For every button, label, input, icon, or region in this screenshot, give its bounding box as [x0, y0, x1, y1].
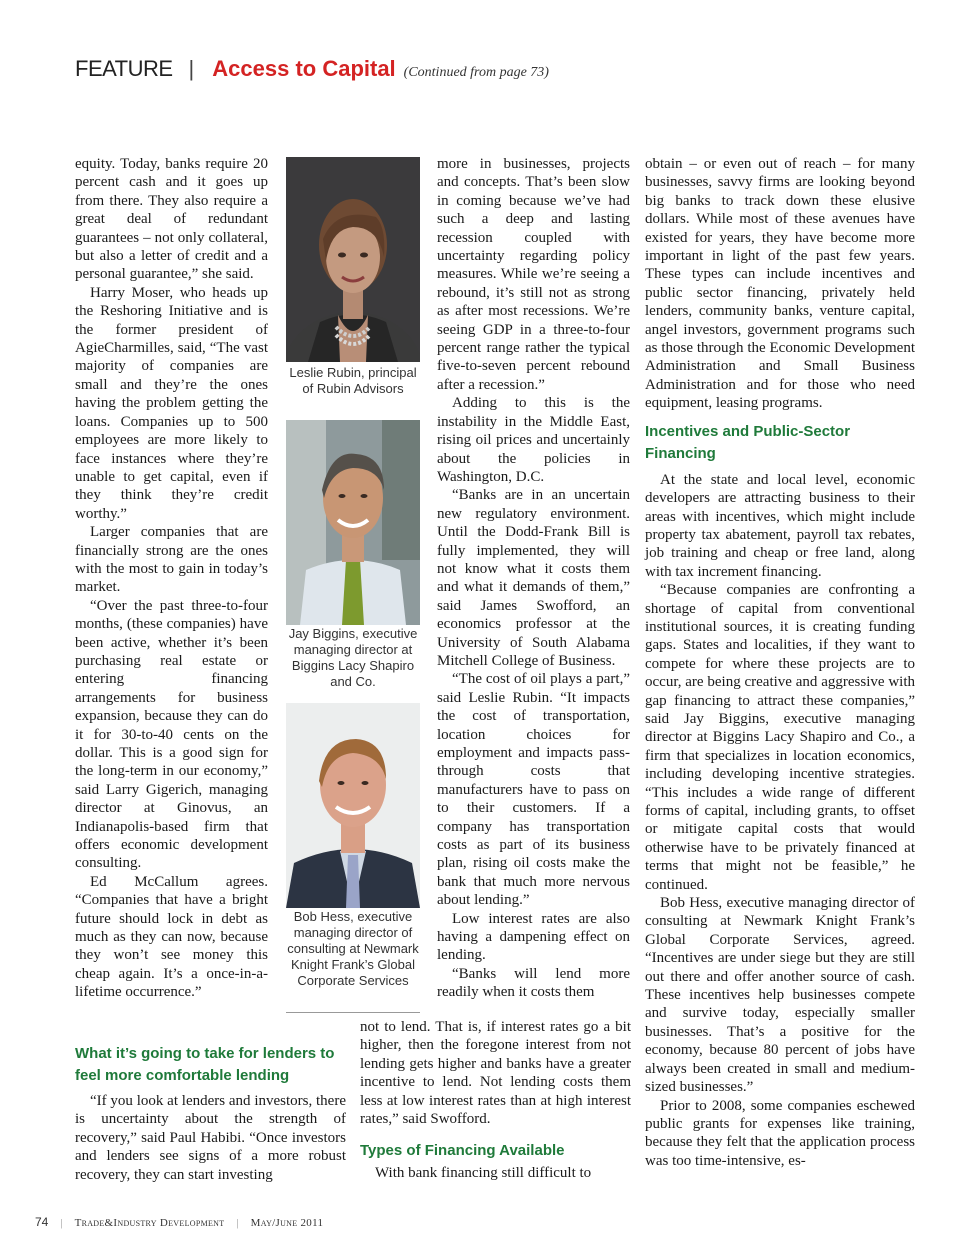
- page-footer: [35, 1215, 323, 1229]
- paragraph: At the state and local level, economic developers are attracting business to their areas with incentives, which might include property tax abatement, payroll tax rebates, job training and cheap or free land, along with tax increment financing.: [645, 471, 915, 580]
- paragraph: Prior to 2008, some companies eschewed public grants for expenses like training, because they felt that the application process was too time-intensive, es-: [645, 1097, 915, 1169]
- caption-leslie-rubin: Leslie Rubin, principal of Rubin Advisors: [289, 365, 417, 396]
- paragraph: “Because companies are confronting a shortage of capital from conventional institutional sources, it is creating funding gaps. States and localities, if they want to compete for where these projects are to occur, are being creative and aggressive with gap financing to attract these companies,” said Jay Biggins, executive managing director at Biggins Lacy Shapiro and Co., a firm that specializes in location economics, including developing incentive strategies. “This includes a wide range of different forms of capital, including grants, to offset or mitigate capital costs that would otherwise have to be privately financed at terms that might not be feasible,” he continued.: [645, 582, 915, 893]
- photo-bob-hess: [286, 703, 420, 908]
- article-column-3: [437, 155, 630, 1002]
- paragraph: Bob Hess, executive managing director of consulting at Newmark Knight Frank’s Global Corporate Services, agreed. “Incentives are under siege but they are still out there and offer another source of cash. These incentives help businesses compete and survive today, especially smaller businesses. That’s a positive for the economy, because 80 percent of jobs have always been created in small and medium-sized businesses.”: [645, 895, 915, 1096]
- continued-note: (Continued from page 73): [403, 65, 549, 80]
- caption-rule: [286, 1012, 420, 1013]
- photo-jay-biggins: [286, 420, 420, 625]
- paragraph: Adding to this is the instability in the Middle East, rising oil prices and uncertainly about the policies in Washington, D.C.: [437, 395, 630, 485]
- paragraph: “Banks are in an uncertain new regulatory environment. Until the Dodd-Frank Bill is fully implemented, they will not know what it costs them and what it demands of them,” said James Swofford, an economics professor at the University of South Alabama Mitchell College of Business.: [437, 487, 630, 669]
- article-column-3-bottom: [360, 1018, 631, 1128]
- page-header: [75, 56, 549, 86]
- paragraph: more in businesses, projects and concepts. That’s been slow in coming because we’ve had such a deep and lasting recession coupled with uncertainty regarding policy measures. While we’re seeing a rebound, it’s still not as strong as after most recessions. We’re seeing GDP in a three-to-four percent range rather the typical five-to-seven percent rebound after a recession.”: [437, 156, 630, 393]
- paragraph: obtain – or even out of reach – for many businesses, savvy firms are looking beyond big banks to track down these elusive dollars. While most of these avenues have existed for years, they have become more important in light of the past few years. These types can include incentives and public sector financing, privately held lenders, community banks, venture capital, angel investors, government programs such as those through the Economic Development Administration and Small Business Administration and for those who need equipment, leasing programs.: [645, 156, 915, 412]
- publication-name: Trade&Industry Development: [74, 1217, 225, 1229]
- paragraph: “If you look at lenders and investors, there is uncertainty about the strength of recovery,” said Paul Habibi. “Once investors and lenders see signs of a more robust recovery, they can start investing: [75, 1093, 346, 1183]
- page-number: 74: [35, 1215, 49, 1229]
- paragraph: Ed McCallum agrees. “Companies that have a bright future should lock in debt as much as they can now, because they won’t see money this cheap again. It’s a once-in-a-lifetime occurrence.”: [75, 873, 268, 1001]
- caption-bob-hess: Bob Hess, executive managing director of consulting at Newmark Knight Frank’s Global Corporate Services: [287, 909, 419, 988]
- portrait-jay-biggins: [286, 420, 420, 625]
- paragraph: With bank financing still difficult to: [375, 1165, 592, 1181]
- header-separator: |: [188, 56, 195, 81]
- paragraph: “The cost of oil plays a part,” said Leslie Rubin. “It impacts the cost of transportation, location choices for employment and impacts pass-through costs that manufacturers have to pass on to their customers. If a company has transportation costs as part of its business plan, rising oil costs make the bank that much more nervous about lending.”: [437, 671, 630, 909]
- article-column-1: [75, 155, 268, 1002]
- paragraph: “Banks will lend more readily when it costs them: [437, 965, 630, 1001]
- paragraph: not to lend. That is, if interest rates go a bit higher, then the foregone interest from not lending gets higher and banks have a greater incentive to lend. Not lending costs them less at low interest rates than at high interest rates,” said Swofford.: [360, 1019, 631, 1128]
- subhead-financing-types: Types of Financing Available: [360, 1142, 565, 1159]
- paragraph: Harry Moser, who heads up the Reshoring Initiative and is the former president of AgieCharmilles, said, “The vast majority of companies are small and they’re the ones having the problem getting the loans. Companies up to 500 employees are more likely to face instances where they’re unable to get capital, even if they think they’re credit worthy.”: [75, 284, 268, 522]
- subhead-lenders: What it’s going to take for lenders to feel more comfortable lending: [75, 1045, 335, 1084]
- footer-divider: |: [236, 1217, 239, 1229]
- footer-divider: |: [60, 1217, 63, 1229]
- article-column-3-end: [360, 1164, 631, 1182]
- paragraph: equity. Today, banks require 20 percent cash and it goes up from there. They also require a great deal of redundant guarantees – not only collateral, but also a letter of credit and a personal guarantee,” she said.: [75, 156, 268, 283]
- portrait-leslie-rubin: [286, 157, 420, 362]
- caption-jay-biggins: Jay Biggins, executive managing director at Biggins Lacy Shapiro and Co.: [288, 626, 418, 689]
- portrait-bob-hess: [286, 703, 420, 908]
- paragraph: Larger companies that are financially strong are the ones with the most to gain in today’s market.: [75, 524, 268, 596]
- subhead-incentives: Incentives and Public-Sector Financing: [645, 422, 851, 462]
- article-title: Access to Capital: [212, 56, 396, 81]
- paragraph: “Over the past three-to-four months, (these companies) have been active, whether it’s been purchasing real estate or entering financing arrangements for business expansion, because they can do it for 30-to-40 cents on the dollar. This is a good sign for the long-term in our economy,” said Larry Gigerich, managing director at Ginovus, an Indianapolis-based firm that offers economic development consulting.: [75, 597, 268, 872]
- section-label: FEATURE: [75, 56, 173, 81]
- issue-date: May/June 2011: [250, 1217, 324, 1229]
- article-column-1-bottom: [75, 1092, 346, 1184]
- paragraph: Low interest rates are also having a dampening effect on lending.: [437, 910, 630, 964]
- photo-leslie-rubin: [286, 157, 420, 362]
- article-column-4: [645, 155, 915, 1170]
